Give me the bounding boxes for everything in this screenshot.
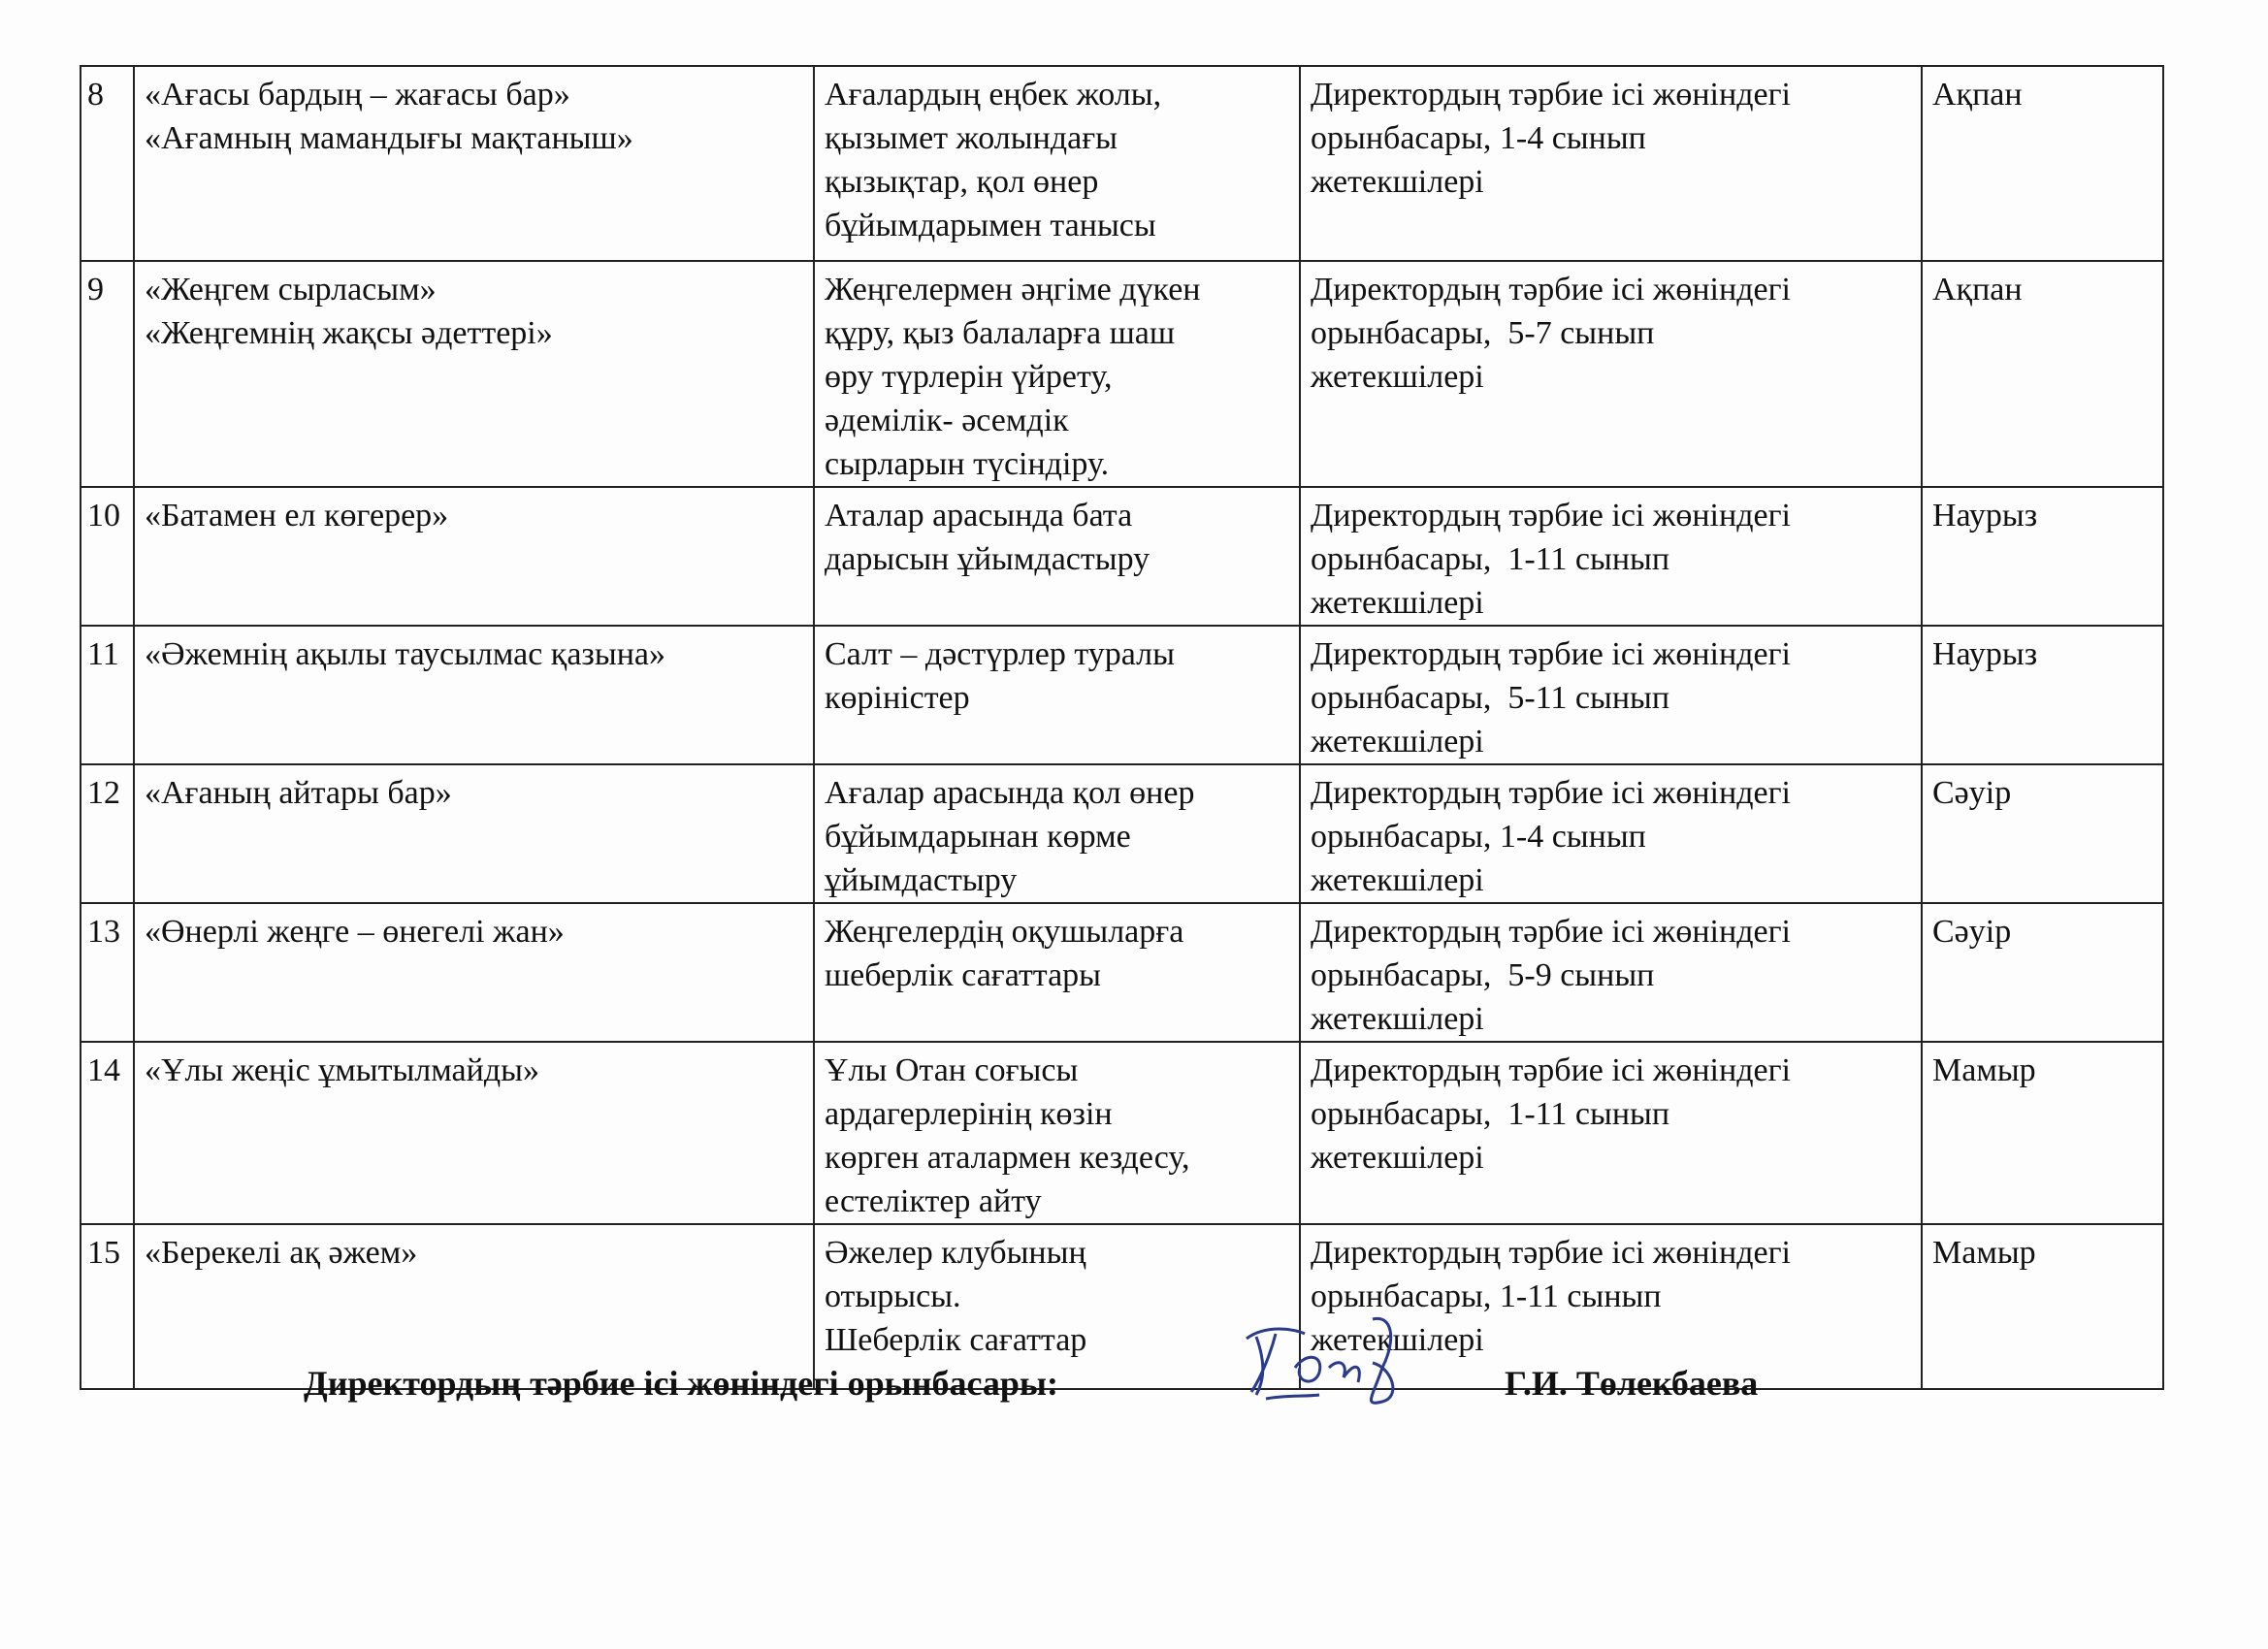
table-row <box>81 626 2163 764</box>
responsible-cell: Директордың тәрбие ісі жөніндегі орынбасары, 1-4 сынып жетекшілері <box>1300 764 1922 903</box>
month-cell: Мамыр <box>1922 1224 2163 1389</box>
month-cell: Сәуір <box>1922 764 2163 903</box>
table-row <box>81 1042 2163 1224</box>
row-number-cell: 13 <box>81 903 134 1042</box>
row-number-cell: 12 <box>81 764 134 903</box>
table-row <box>81 261 2163 487</box>
event-content-cell: Әжелер клубының отырысы. Шеберлік сағаттар <box>814 1224 1300 1389</box>
event-content-cell: Жеңгелердің оқушыларға шеберлік сағаттары <box>814 903 1300 1042</box>
responsible-cell: Директордың тәрбие ісі жөніндегі орынбасары, 5-11 сынып жетекшілері <box>1300 626 1922 764</box>
responsible-cell: Директордың тәрбие ісі жөніндегі орынбасары, 1-11 сынып жетекшілері <box>1300 1042 1922 1224</box>
row-number-cell: 14 <box>81 1042 134 1224</box>
event-title-cell: «Жеңгем сырласым» «Жеңгемнің жақсы әдеттері» <box>134 261 814 487</box>
event-title-cell: «Ұлы жеңіс ұмытылмайды» <box>134 1042 814 1224</box>
table-row <box>81 903 2163 1042</box>
events-table <box>80 65 2164 1390</box>
month-cell: Сәуір <box>1922 903 2163 1042</box>
event-content-cell: Аталар арасында бата дарысын ұйымдастыру <box>814 487 1300 626</box>
table-row <box>81 487 2163 626</box>
month-cell: Ақпан <box>1922 66 2163 261</box>
responsible-cell: Директордың тәрбие ісі жөніндегі орынбасары, 1-4 сынып жетекшілері <box>1300 66 1922 261</box>
month-cell: Наурыз <box>1922 487 2163 626</box>
event-content-cell: Ұлы Отан соғысы ардагерлерінің көзін көрген аталармен кездесу, естеліктер айту <box>814 1042 1300 1224</box>
table-row <box>81 764 2163 903</box>
event-title-cell: «Батамен ел көгерер» <box>134 487 814 626</box>
event-content-cell: Жеңгелермен әңгіме дүкен құру, қыз балаларға шаш өру түрлерін үйрету, әдемілік- әсемдік сырларын түсіндіру. <box>814 261 1300 487</box>
event-content-cell: Салт – дәстүрлер туралы көріністер <box>814 626 1300 764</box>
row-number-cell: 15 <box>81 1224 134 1389</box>
row-number-cell: 10 <box>81 487 134 626</box>
event-title-cell: «Өнерлі жеңге – өнегелі жан» <box>134 903 814 1042</box>
row-number-cell: 11 <box>81 626 134 764</box>
responsible-cell: Директордың тәрбие ісі жөніндегі орынбасары, 1-11 сынып жетекшілері <box>1300 1224 1922 1389</box>
responsible-cell: Директордың тәрбие ісі жөніндегі орынбасары, 1-11 сынып жетекшілері <box>1300 487 1922 626</box>
event-title-cell: «Ағасы бардың – жағасы бар» «Ағамның мамандығы мақтаныш» <box>134 66 814 261</box>
signatory-position: Директордың тәрбие ісі жөніндегі орынбасары: <box>304 1364 1058 1403</box>
handwritten-signature <box>1227 1310 1460 1416</box>
event-title-cell: «Берекелі ақ әжем» <box>134 1224 814 1389</box>
table-row <box>81 66 2163 261</box>
signatory-name: Г.И. Төлекбаева <box>1505 1364 1759 1403</box>
responsible-cell: Директордың тәрбие ісі жөніндегі орынбасары, 5-7 сынып жетекшілері <box>1300 261 1922 487</box>
event-content-cell: Ағалардың еңбек жолы, қызымет жолындағы қызықтар, қол өнер бұйымдарымен танысы <box>814 66 1300 261</box>
month-cell: Ақпан <box>1922 261 2163 487</box>
event-title-cell: «Әжемнің ақылы таусылмас қазына» <box>134 626 814 764</box>
event-title-cell: «Ағаның айтары бар» <box>134 764 814 903</box>
month-cell: Мамыр <box>1922 1042 2163 1224</box>
row-number-cell: 9 <box>81 261 134 487</box>
event-content-cell: Ағалар арасында қол өнер бұйымдарынан көрме ұйымдастыру <box>814 764 1300 903</box>
row-number-cell: 8 <box>81 66 134 261</box>
month-cell: Наурыз <box>1922 626 2163 764</box>
responsible-cell: Директордың тәрбие ісі жөніндегі орынбасары, 5-9 сынып жетекшілері <box>1300 903 1922 1042</box>
